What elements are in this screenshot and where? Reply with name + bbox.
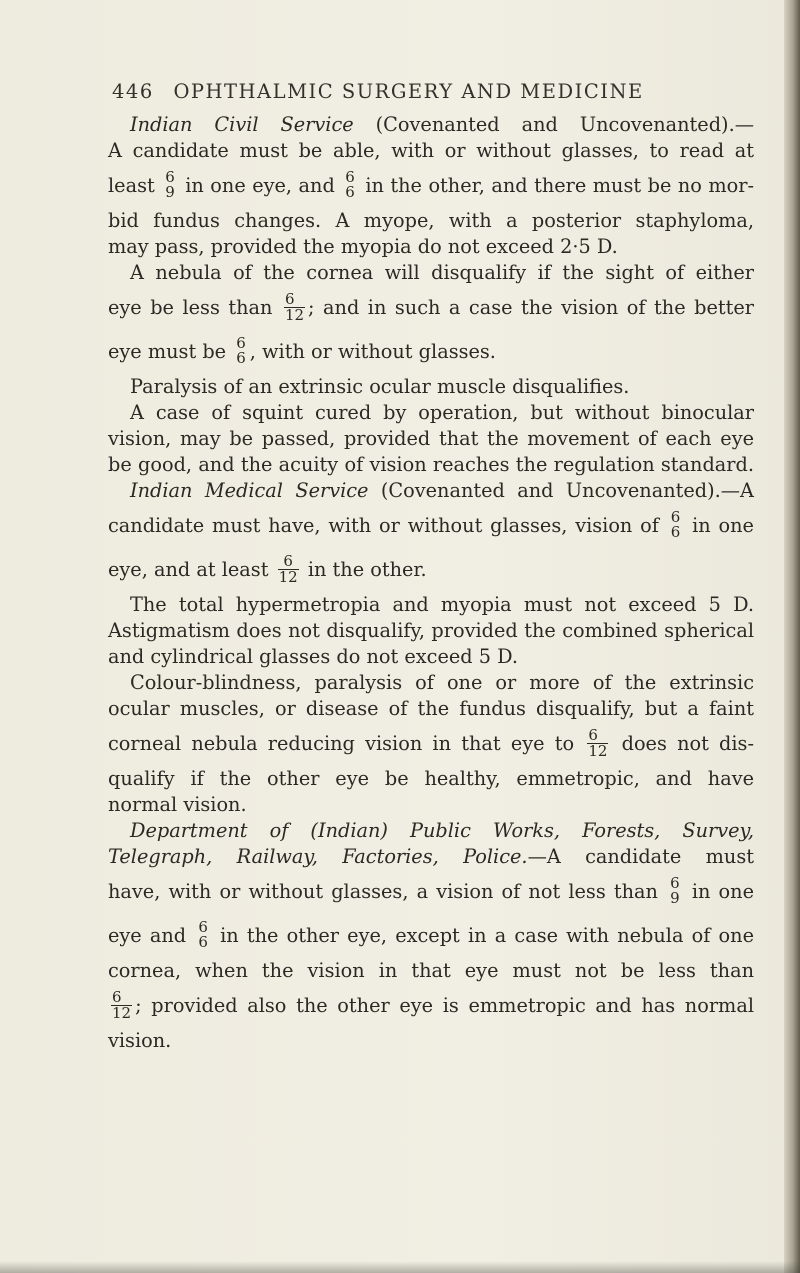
text-line: vision, may be passed, provided that the movement of each eye	[108, 427, 754, 450]
text-line: Paralysis of an extrinsic ocular muscle disqualifies.	[130, 375, 630, 398]
section-heading: Telegraph, Railway, Factories, Police.	[108, 845, 528, 868]
text-line: Colour-blindness, paralysis of one or more of the extrinsic	[130, 671, 754, 694]
fraction: 6 9	[165, 168, 175, 201]
text-line: eye must be 6 6 , with or without glasses.	[108, 334, 496, 367]
body-text	[108, 112, 754, 1054]
text-line: and cylindrical glasses do not exceed 5 D.	[108, 645, 519, 668]
fraction: $\frac{6}{12}$	[284, 289, 305, 324]
text-line: qualify if the other eye be healthy, emmetropic, and have	[108, 767, 754, 790]
running-header	[112, 80, 752, 103]
fraction: 6 9	[670, 874, 680, 907]
fraction: $\frac{6}{12}$	[278, 551, 298, 586]
page-bottom-shadow	[0, 1261, 800, 1273]
text-line: least 6 9 in one eye, and 6 6 in the other, and there must be no mor-	[108, 168, 754, 201]
text-line: candidate must have, with or without glasses, vision of 6 6 in one	[108, 508, 754, 541]
text-line: ocular muscles, or disease of the fundus disqualify, but a faint	[108, 697, 754, 720]
fraction: 6 6	[236, 334, 246, 367]
text-line: eye and 6 6 in the other eye, except in a case with nebula of one	[108, 918, 754, 951]
text-line: The total hypermetropia and myopia must not exceed 5 D.	[130, 593, 754, 616]
text-line: normal vision.	[108, 793, 247, 816]
fraction: 6 6	[345, 168, 355, 201]
fraction: 6 6	[198, 918, 208, 951]
text-line: Telegraph, Railway, Factories, Police.—A candidate must	[108, 845, 754, 868]
text-line: vision.	[108, 1029, 172, 1052]
text-line: eye be less than $\frac{6}{12}$ ; and in such a case the vision of the better	[108, 289, 754, 324]
section-heading: Indian Civil Service	[130, 113, 354, 136]
section-heading: Indian Medical Service	[130, 479, 369, 502]
text-line: Astigmatism does not disqualify, provided the combined spherical	[108, 619, 754, 642]
page-edge-shadow	[784, 0, 800, 1273]
fraction: $\frac{6}{12}$	[588, 725, 608, 760]
page-number: 446	[112, 80, 154, 103]
text-line: A candidate must be able, with or without glasses, to read at	[108, 139, 754, 162]
text-line	[108, 818, 754, 844]
text-line: eye, and at least $\frac{6}{12}$ in the other.	[108, 551, 427, 586]
text-line: bid fundus changes. A myope, with a posterior staphyloma,	[108, 209, 754, 232]
running-title: OPHTHALMIC SURGERY AND MEDICINE	[173, 80, 644, 103]
text-line: Indian Civil Service (Covenanted and Uncovenanted).—	[130, 113, 754, 136]
text-line: be good, and the acuity of vision reaches the regulation standard.	[108, 453, 754, 476]
text-line: $\frac{6}{12}$ ; provided also the other eye is emmetropic and has normal	[112, 987, 754, 1022]
text-line: may pass, provided the myopia do not exceed 2·5 D.	[108, 235, 618, 258]
text-line: cornea, when the vision in that eye must not be less than	[108, 959, 754, 982]
text-line: A case of squint cured by operation, but without binocular	[130, 401, 754, 424]
text-line: have, with or without glasses, a vision of not less than 6 9 in one	[108, 874, 754, 907]
section-heading: Department of (Indian) Public Works, Forests, Survey,	[130, 819, 754, 842]
fraction: $\frac{6}{12}$	[112, 987, 132, 1022]
fraction: 6 6	[670, 508, 681, 541]
text-line: corneal nebula reducing vision in that eye to $\frac{6}{12}$ does not dis-	[108, 725, 754, 760]
text-line: Indian Medical Service (Covenanted and Uncovenanted).—A	[130, 479, 754, 502]
text-line: A nebula of the cornea will disqualify if the sight of either	[130, 261, 754, 284]
